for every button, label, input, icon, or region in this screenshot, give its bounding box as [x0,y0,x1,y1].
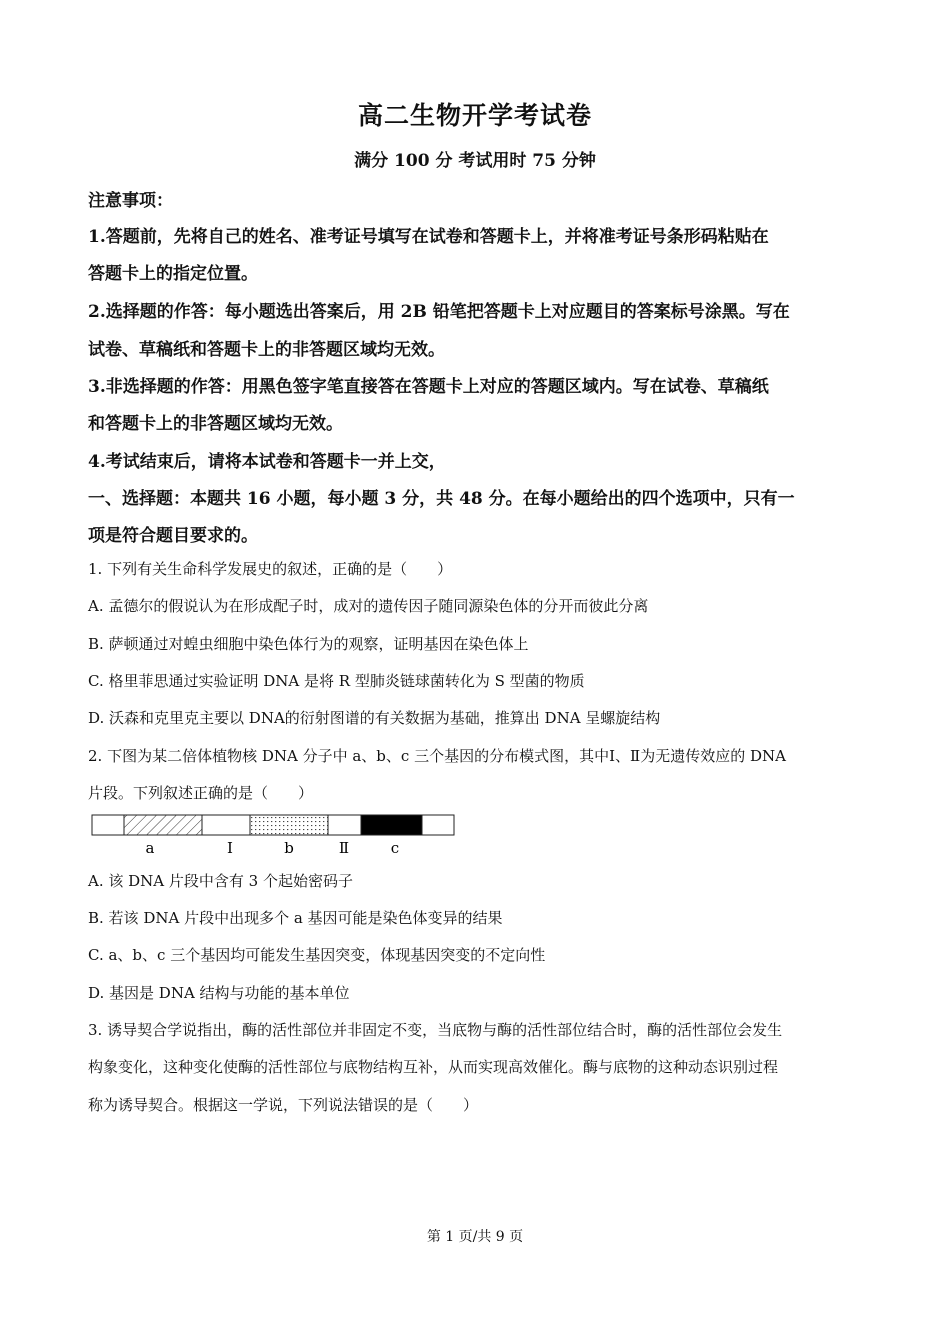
exam-title: 高二生物开学考试卷 [357,101,592,130]
section-heading-line-2: 项是符合题目要求的。 [88,526,258,546]
label-segment-II: Ⅱ [338,839,350,857]
q2-option-c: C. a、b、c 三个基因均可能发生基因突变，体现基因突变的不定向性 [88,946,546,964]
notice-item-2-line-1: 2.选择题的作答：每小题选出答案后，用 2B 铅笔把答题卡上对应题目的答案标号涂黑。写在 [88,302,790,322]
section-heading-line-1: 一、选择题：本题共 16 小题，每小题 3 分，共 48 分。在每小题给出的四个选项中，只有一 [88,489,795,509]
q1-option-d: D. 沃森和克里克主要以 DNA的衍射图谱的有关数据为基础，推算出 DNA 呈螺旋结构 [88,709,661,727]
gene-b-segment [250,815,328,835]
q3-stem-line-1: 3. 诱导契合学说指出，酶的活性部位并非固定不变，当底物与酶的活性部位结合时，酶的活性部位会发生 [88,1021,783,1039]
notice-item-3-line-2: 和答题卡上的非答题区域均无效。 [88,414,343,434]
exam-subtitle: 满分 100 分 考试用时 75 分钟 [354,151,596,171]
q2-option-a: A. 该 DNA 片段中含有 3 个起始密码子 [88,872,353,890]
page-number: 第 1 页/共 9 页 [426,1229,524,1245]
notice-item-1-line-1: 1.答题前，先将自己的姓名、准考证号填写在试卷和答题卡上，并将准考证号条形码粘贴在 [88,227,769,247]
notice-item-2-line-2: 试卷、草稿纸和答题卡上的非答题区域均无效。 [88,340,445,360]
q3-stem-line-2: 构象变化，这种变化使酶的活性部位与底物结构互补，从而实现高效催化。酶与底物的这种动态识别过程 [88,1058,779,1076]
q2-option-b: B. 若该 DNA 片段中出现多个 a 基因可能是染色体变异的结果 [88,909,503,927]
notice-heading: 注意事项： [88,191,173,211]
q2-stem-line-2: 片段。下列叙述正确的是（ ） [88,784,314,802]
label-b: b [284,839,294,857]
q1-option-a: A. 孟德尔的假说认为在形成配子时，成对的遗传因子随同源染色体的分开而彼此分离 [88,597,649,615]
gene-c-segment [361,815,422,835]
q1-stem: 1. 下列有关生命科学发展史的叙述，正确的是（ ） [88,560,453,578]
notice-item-3-line-1: 3.非选择题的作答：用黑色签字笔直接答在答题卡上对应的答题区域内。写在试卷、草稿纸 [88,377,769,397]
label-c: c [390,839,400,857]
notice-item-1-line-2: 答题卡上的指定位置。 [88,264,258,284]
dna-segment-diagram [90,812,460,860]
gene-a-segment [124,815,202,835]
label-segment-I: Ⅰ [227,839,233,857]
q3-stem-line-3: 称为诱导契合。根据这一学说，下列说法错误的是（ ） [88,1096,479,1114]
q1-option-c: C. 格里菲思通过实验证明 DNA 是将 R 型肺炎链球菌转化为 S 型菌的物质 [88,672,585,690]
q2-stem-line-1: 2. 下图为某二倍体植物核 DNA 分子中 a、b、c 三个基因的分布模式图，其中Ⅰ、Ⅱ为无遗传效应的 DNA [88,747,786,765]
q1-option-b: B. 萨顿通过对蝗虫细胞中染色体行为的观察，证明基因在染色体上 [88,635,529,653]
label-a: a [145,839,155,857]
notice-item-4: 4.考试结束后，请将本试卷和答题卡一并上交， [88,452,446,472]
q2-option-d: D. 基因是 DNA 结构与功能的基本单位 [88,984,350,1002]
